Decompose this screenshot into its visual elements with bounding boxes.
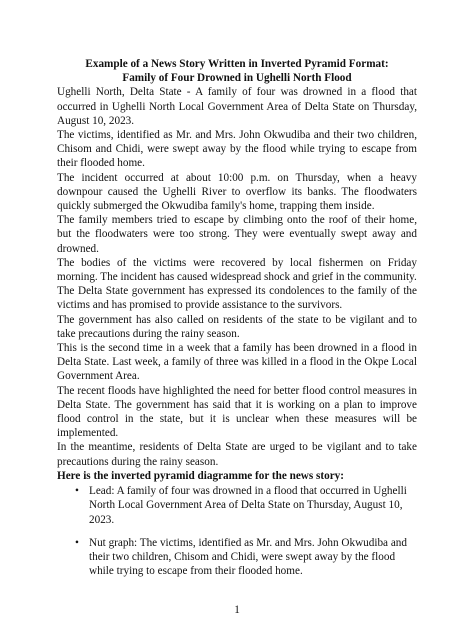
document-body <box>57 57 417 587</box>
paragraph-condolences: The Delta State government has expressed its condolences to the family of the victims and has promised to provide assistance to the survivors. <box>57 285 417 312</box>
paragraph-vigilance-call: The government has also called on residents of the state to be vigilant and to take precautions during the rainy season. <box>57 313 417 340</box>
bullet-text-nut-graph: Nut graph: The victims, identified as Mr. and Mrs. John Okwudiba and their two children, Chisom and Chidi, were swept away by the flood while trying to escape from their flooded home. <box>89 536 407 578</box>
pyramid-bullet-list <box>57 484 417 578</box>
paragraph-meantime: In the meantime, residents of Delta State are urged to be vigilant and to take precautions during the rainy season. <box>57 441 417 468</box>
page-number: 1 <box>234 604 240 616</box>
list-item-nut-graph <box>75 536 417 579</box>
paragraph-incident: The incident occurred at about 10:00 p.m. on Thursday, when a heavy downpour caused the Ughelli River to overflow its banks. The floodwaters quickly submerged the Okwudiba family's home, trapping them inside. <box>57 171 417 213</box>
diagram-heading: Here is the inverted pyramid diagramme for the news story: <box>57 469 344 482</box>
paragraph-dateline: Ughelli North, Delta State - A family of four was drowned in a flood that occurred in Ughelli North Local Government Area of Delta State on Thursday, August 10, 2023. <box>57 86 417 127</box>
bullet-icon: • <box>75 485 79 498</box>
paragraph-second-incident: This is the second time in a week that a family has been drowned in a flood in Delta State. Last week, a family of three was killed in a flood in the Okpe Local Government Area. <box>57 342 417 383</box>
bullet-icon: • <box>75 536 79 549</box>
paragraph-victims: The victims, identified as Mr. and Mrs. John Okwudiba and their two children, Chisom and Chidi, were swept away by the flood while trying to escape from their flooded home. <box>57 129 417 170</box>
title-line-1: Example of a News Story Written in Inverted Pyramid Format: <box>85 58 389 70</box>
title-line-2: Family of Four Drowned in Ughelli North Flood <box>122 72 352 85</box>
paragraph-recovery: The bodies of the victims were recovered by local fishermen on Friday morning. The incident has caused widespread shock and grief in the community. <box>57 256 417 284</box>
bullet-text-lead: Lead: A family of four was drowned in a flood that occurred in Ughelli North Local Government Area of Delta State on Thursday, August 10, 2023. <box>89 485 407 526</box>
paragraph-escape-attempt: The family members tried to escape by climbing onto the roof of their home, but the floodwaters were too strong. They were eventually swept away and drowned. <box>57 214 417 255</box>
list-item-lead <box>75 484 417 527</box>
paragraph-flood-control: The recent floods have highlighted the need for better flood control measures in Delta State. The government has said that it is working on a plan to improve flood control in the state, but it is unclear when these measures will be implemented. <box>57 384 417 440</box>
document-title <box>57 57 417 85</box>
